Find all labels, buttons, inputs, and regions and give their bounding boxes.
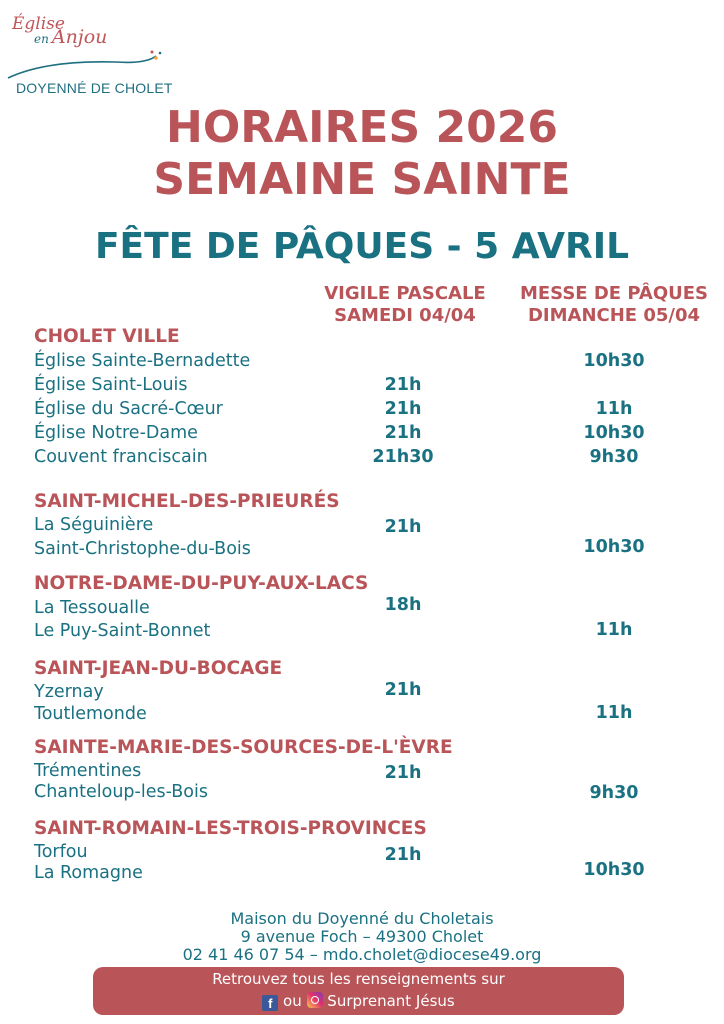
vigile-time: 21h [384,680,422,700]
logo-script-en: en [34,32,49,46]
messe-time: 11h [595,703,633,723]
instagram-icon[interactable] [307,992,323,1008]
column-header-vigile-line1: VIGILE PASCALE [324,283,486,304]
section-title: SAINT-MICHEL-DES-PRIEURÉS [34,491,340,512]
title-line-1: HORAIRES 2026 [166,102,558,153]
logo [6,14,176,104]
place-name: Torfou [34,842,88,862]
messe-time: 10h30 [583,423,645,443]
place-name: Yzernay [34,682,104,702]
column-header-messe-line1: MESSE DE PÂQUES [519,283,709,304]
subtitle: FÊTE DE PÂQUES - 5 AVRIL [94,226,630,267]
vigile-time: 21h [384,763,422,783]
messe-time: 10h30 [583,351,645,371]
place-name: Toutlemonde [34,704,147,724]
vigile-time: 21h [384,423,422,443]
facebook-icon[interactable]: f [262,995,278,1011]
place-name: Église Saint-Louis [34,375,188,395]
vigile-time: 21h [384,375,422,395]
banner-or: ou [283,992,302,1010]
vigile-time: 21h [384,399,422,419]
vigile-time: 21h [384,517,422,537]
info-banner [93,967,624,1015]
place-name: Église Notre-Dame [34,423,198,443]
place-name: Couvent franciscain [34,447,208,467]
logo-script-anjou-word: Anjou [51,26,108,48]
column-header-messe-line2: DIMANCHE 05/04 [527,305,701,326]
section-title: SAINT-ROMAIN-LES-TROIS-PROVINCES [34,818,427,839]
vigile-time: 21h [384,845,422,865]
place-name: La Tessoualle [34,598,150,618]
messe-time: 11h [595,399,633,419]
messe-time: 11h [595,620,633,640]
banner-text: Retrouvez tous les renseignements sur [212,970,505,988]
messe-time: 9h30 [589,783,639,803]
place-name: Chanteloup-les-Bois [34,782,208,802]
place-name: Saint-Christophe-du-Bois [34,539,251,559]
section-title: NOTRE-DAME-DU-PUY-AUX-LACS [34,573,369,594]
footer-address-name: Maison du Doyenné du Choletais [230,909,494,928]
place-name: La Romagne [34,863,143,883]
place-name: Église du Sacré-Cœur [34,399,223,419]
place-name: Église Sainte-Bernadette [34,351,251,371]
place-name: La Séguinière [34,515,154,535]
section-title: SAINT-JEAN-DU-BOCAGE [34,658,283,679]
title-line-2: SEMAINE SAINTE [153,154,571,205]
place-name: Le Puy-Saint-Bonnet [34,621,211,641]
messe-time: 10h30 [583,860,645,880]
column-header-vigile-line2: SAMEDI 04/04 [334,305,476,326]
section-title: SAINTE-MARIE-DES-SOURCES-DE-L'ÈVRE [34,737,453,758]
logo-swoosh-icon [6,42,176,82]
messe-time: 10h30 [583,537,645,557]
section-title: CHOLET VILLE [34,326,180,347]
logo-script-eglise: Église [12,14,65,34]
column-header-messe [514,283,714,327]
messe-time: 9h30 [589,447,639,467]
footer-contact[interactable]: 02 41 46 07 54 – mdo.cholet@diocese49.org [182,945,542,964]
place-name: Trémentines [34,761,142,781]
footer-address-street: 9 avenue Foch – 49300 Cholet [240,927,484,946]
vigile-time: 18h [384,595,422,615]
banner-social-link[interactable]: Surprenant Jésus [327,992,455,1010]
logo-doyenne: DOYENNÉ DE CHOLET [16,80,173,96]
vigile-time: 21h30 [372,447,434,467]
column-header-vigile [305,283,505,327]
banner-social-line [93,992,624,1011]
